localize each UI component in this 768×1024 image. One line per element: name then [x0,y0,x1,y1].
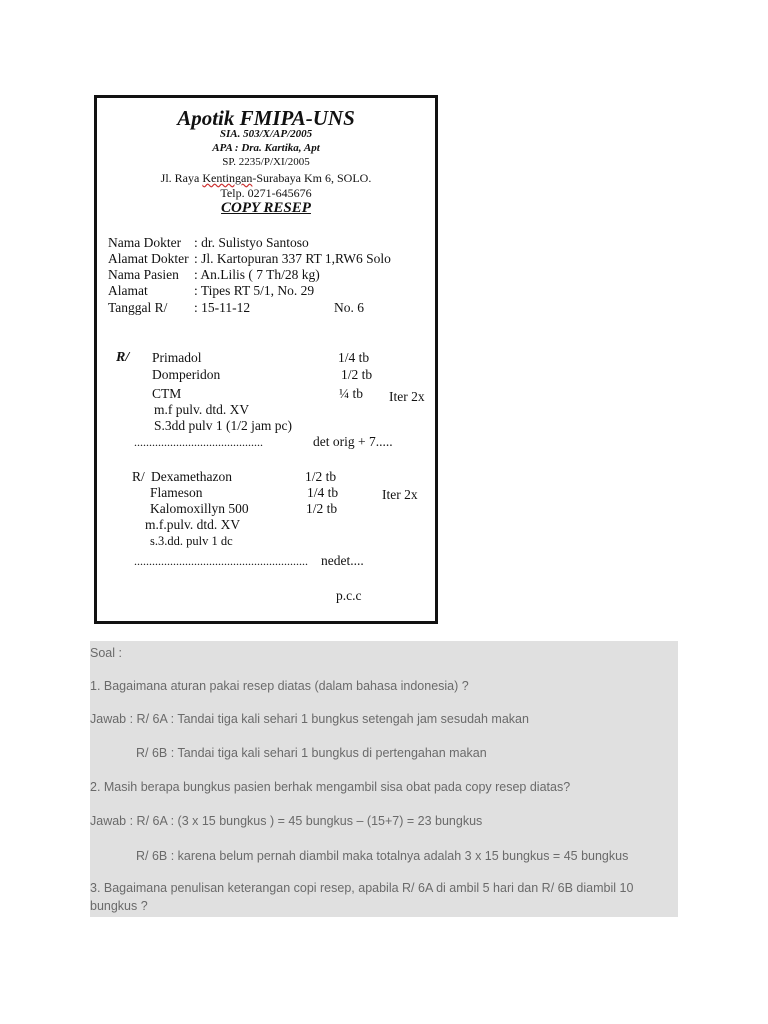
doctor-row [108,235,309,251]
question-3: 3. Bagaimana penulisan keterangan copi resep, apabila R/ 6A di ambil 5 hari dan R/ 6B diambil 10 bungkus ? [90,881,634,913]
question-2: 2. Masih berapa bungkus pasien berhak mengambil sisa obat pada copy resep diatas? [90,780,571,794]
rx1-det: det orig + 7..... [313,434,393,449]
patient-address-label: Alamat [108,283,148,298]
pharmacy-address [97,171,435,186]
pcc-signature: p.c.c [336,588,362,603]
doctor-address-value: : Jl. Kartopuran 337 RT 1,RW6 Solo [194,251,391,266]
doctor-address-label: Alamat Dokter [108,251,189,266]
rx1-item-dose: ¼ tb [339,386,364,401]
rx1-item-dose: 1/2 tb [341,367,373,382]
rx2-nedet: nedet.... [321,553,364,568]
patient-row [108,267,320,283]
sp-number: SP. 2235/P/XI/2005 [222,156,310,168]
doctor-address-row [108,251,391,267]
rx1-det-dots: ........................................... [134,435,263,449]
rx1-signa: S.3dd pulv 1 (1/2 jam pc) [154,418,292,433]
rx1-symbol: R/ [116,350,130,365]
address-street: Kentingan [202,171,253,185]
soal-heading: Soal : [90,646,122,660]
rx2-iter: Iter 2x [382,487,418,502]
rx2-item-dose: 1/2 tb [306,501,338,516]
rx1-item-dose: 1/4 tb [338,350,370,365]
patient-address-value: : Tipes RT 5/1, No. 29 [194,283,315,298]
date-row [108,300,250,316]
rx2-item-name: Flameson [150,485,203,500]
rx2-symbol: R/ [132,469,145,484]
rx1-item-name: Domperidon [152,367,221,382]
rx2-item-dose: 1/4 tb [307,485,339,500]
question-1: 1. Bagaimana aturan pakai resep diatas (dalam bahasa indonesia) ? [90,679,469,693]
rx2-item-dose: 1/2 tb [305,469,337,484]
document-title: COPY RESEP [221,200,311,216]
patient-label: Nama Pasien [108,267,179,282]
rx1-item-name: CTM [152,386,182,401]
copy-resep-document [94,95,438,624]
pharmacy-phone: Telp. 0271-645676 [220,186,312,200]
doctor-label: Nama Dokter [108,235,182,250]
rx2-mf: m.f.pulv. dtd. XV [145,517,241,532]
doctor-value: : dr. Sulistyo Santoso [194,235,309,250]
address-suffix: -Surabaya Km 6, SOLO. [252,171,372,185]
rx2-nedet-dots: .......................................................... [134,554,308,568]
answer-1b: R/ 6B : Tandai tiga kali sehari 1 bungkus di pertengahan makan [136,746,487,760]
date-value: : 15-11-12 [194,300,251,315]
rx2-item-name: Dexamethazon [151,469,232,484]
recipe-number: No. 6 [334,300,364,315]
rx1-item-name: Primadol [152,350,202,365]
answer-2a: Jawab : R/ 6A : (3 x 15 bungkus ) = 45 bungkus – (15+7) = 23 bungkus [90,814,483,828]
pharmacy-name: Apotik FMIPA-UNS [177,106,355,130]
questions-section [90,641,678,917]
patient-value: : An.Lilis ( 7 Th/28 kg) [194,267,320,282]
rx1-iter: Iter 2x [389,389,425,404]
date-label: Tanggal R/ [108,300,168,315]
sia-number: SIA. 503/X/AP/2005 [219,128,313,140]
patient-address-row [108,283,314,299]
rx1-mf: m.f pulv. dtd. XV [154,402,250,417]
rx2-item-name: Kalomoxillyn 500 [150,501,249,516]
answer-1a: Jawab : R/ 6A : Tandai tiga kali sehari 1 bungkus setengah jam sesudah makan [90,712,529,726]
answer-2b: R/ 6B : karena belum pernah diambil maka totalnya adalah 3 x 15 bungkus = 45 bungkus [136,849,629,863]
address-prefix: Jl. Raya [160,171,203,185]
apa-name: APA : Dra. Kartika, Apt [212,142,320,154]
rx2-signa: s.3.dd. pulv 1 dc [150,534,233,548]
